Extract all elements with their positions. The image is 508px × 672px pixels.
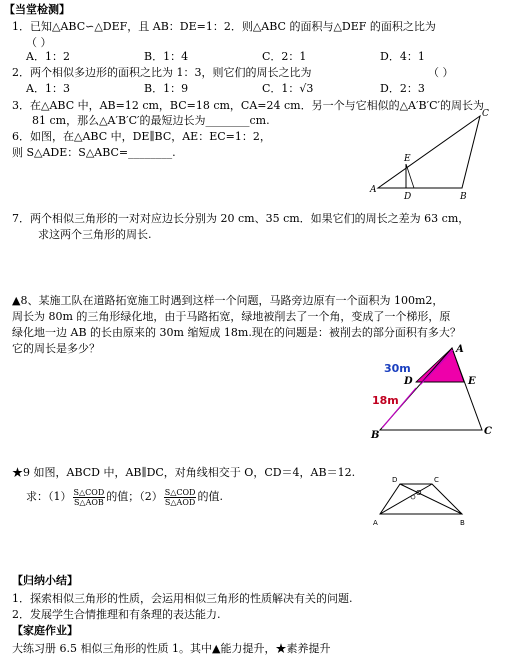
q1-stem: 1．已知△ABC∽△DEF，且 AB：DE=1：2．则△ABC 的面积与△DEF 的面积之比为 bbox=[12, 20, 436, 33]
fig6-label-a: A bbox=[370, 185, 377, 195]
fig8-label-30m: 30m bbox=[384, 362, 411, 375]
figure-q8-triangle bbox=[368, 342, 498, 442]
q8-line2: 周长为 80m 的三角形绿化地，由于马路拓宽，绿地被削去了一个角，变成了一个梯形，原 bbox=[12, 310, 451, 323]
q9-ask bbox=[26, 486, 223, 508]
q1-option-c: C．2：1 bbox=[262, 50, 307, 63]
q9-ask-prefix: 求：（1） bbox=[26, 490, 72, 503]
summary-item-2: 2．发展学生合情推理和有条理的表达能力. bbox=[12, 608, 221, 621]
q9-ask-mid: 的值；（2） bbox=[106, 490, 163, 503]
q1-options bbox=[26, 50, 425, 64]
q9-line1: ★9 如图，ABCD 中，AB∥DC，对角线相交于 O，CD＝4，AB＝12. bbox=[12, 466, 356, 479]
figure-q9-trapezoid bbox=[370, 474, 480, 534]
fig9-label-o: O bbox=[416, 489, 422, 497]
fig8-label-18m: 18m bbox=[372, 394, 399, 407]
q9-frac2-den: S△AOD bbox=[164, 497, 196, 507]
q1-option-d: D．4：1 bbox=[380, 50, 425, 63]
q2-options bbox=[26, 82, 425, 96]
q3-line1: 3．在△ABC 中，AB=12 cm，BC=18 cm，CA=24 cm．另一个与它相似的△A′B′C′的周长为 bbox=[12, 99, 484, 112]
fig9-label-d: D bbox=[392, 476, 398, 484]
fig6-label-d: D bbox=[404, 192, 412, 202]
q7-line2: 求这两个三角形的周长. bbox=[38, 228, 152, 241]
summary-item-1: 1．探索相似三角形的性质，会运用相似三角形的性质解决有关的问题. bbox=[12, 592, 353, 605]
q2-paren: （ ） bbox=[428, 66, 454, 79]
fig9-label-b: B bbox=[460, 519, 465, 527]
q8-line3: 绿化地一边 AB 的长由原来的 30m 缩短成 18m.现在的问题是：被削去的部分面积有多大？ bbox=[12, 326, 461, 339]
fig8-label-a: A bbox=[456, 344, 464, 355]
q9-fraction-2 bbox=[164, 488, 197, 507]
figure-q6-triangle bbox=[362, 108, 502, 202]
q8-line4: 它的周长是多少？ bbox=[12, 342, 100, 355]
fig6-label-c: C bbox=[482, 109, 489, 119]
q1-paren: （ ） bbox=[26, 36, 52, 49]
q8-line1: ▲8、某施工队在道路拓宽施工时遇到这样一个问题，马路旁边原有一个面积为 100m2， bbox=[12, 294, 444, 307]
q9-frac1-num: S△COD bbox=[73, 487, 105, 497]
q7-line1: 7．两个相似三角形的一对对应边长分别为 20 cm、35 cm．如果它们的周长之差为 63 cm， bbox=[12, 212, 470, 225]
section-check-title: 【当堂检测】 bbox=[4, 3, 70, 16]
q2-option-c: C．1：√3 bbox=[262, 82, 314, 95]
q9-frac2-num: S△COD bbox=[164, 487, 196, 497]
fig8-label-d: D bbox=[404, 376, 413, 387]
q2-option-d: D．2：3 bbox=[380, 82, 425, 95]
section-summary-title: 【归纳小结】 bbox=[12, 574, 78, 587]
section-homework-title: 【家庭作业】 bbox=[12, 624, 78, 637]
fig6-label-b: B bbox=[460, 192, 467, 202]
fig8-label-c: C bbox=[484, 426, 492, 437]
q2-option-a: A．1：3 bbox=[26, 82, 70, 95]
q3-line2: 81 cm，那么△A′B′C′的最短边长为________cm. bbox=[32, 114, 270, 127]
q1-option-a: A．1：2 bbox=[26, 50, 70, 63]
q9-frac1-den: S△AOB bbox=[73, 497, 104, 507]
q6-line1: 6．如图，在△ABC 中，DE∥BC，AE：EC=1：2， bbox=[12, 130, 271, 143]
fig6-label-e: E bbox=[404, 154, 411, 164]
fig8-label-b: B bbox=[371, 430, 380, 441]
q2-stem: 2．两个相似多边形的面积之比为 1：3，则它们的周长之比为 bbox=[12, 66, 312, 79]
fig8-label-e: E bbox=[468, 376, 476, 387]
q2-option-b: B．1：9 bbox=[144, 82, 189, 95]
q9-fraction-1 bbox=[73, 488, 106, 507]
q1-option-b: B．1：4 bbox=[144, 50, 189, 63]
homework-text: 大练习册 6.5 相似三角形的性质 1。其中▲能力提升，★素养提升 bbox=[12, 642, 331, 655]
q9-ask-suffix: 的值. bbox=[197, 490, 223, 503]
fig9-label-a: A bbox=[373, 519, 378, 527]
fig9-label-c: C bbox=[434, 476, 439, 484]
q6-line2: 则 S△ADE：S△ABC=________. bbox=[12, 146, 176, 159]
